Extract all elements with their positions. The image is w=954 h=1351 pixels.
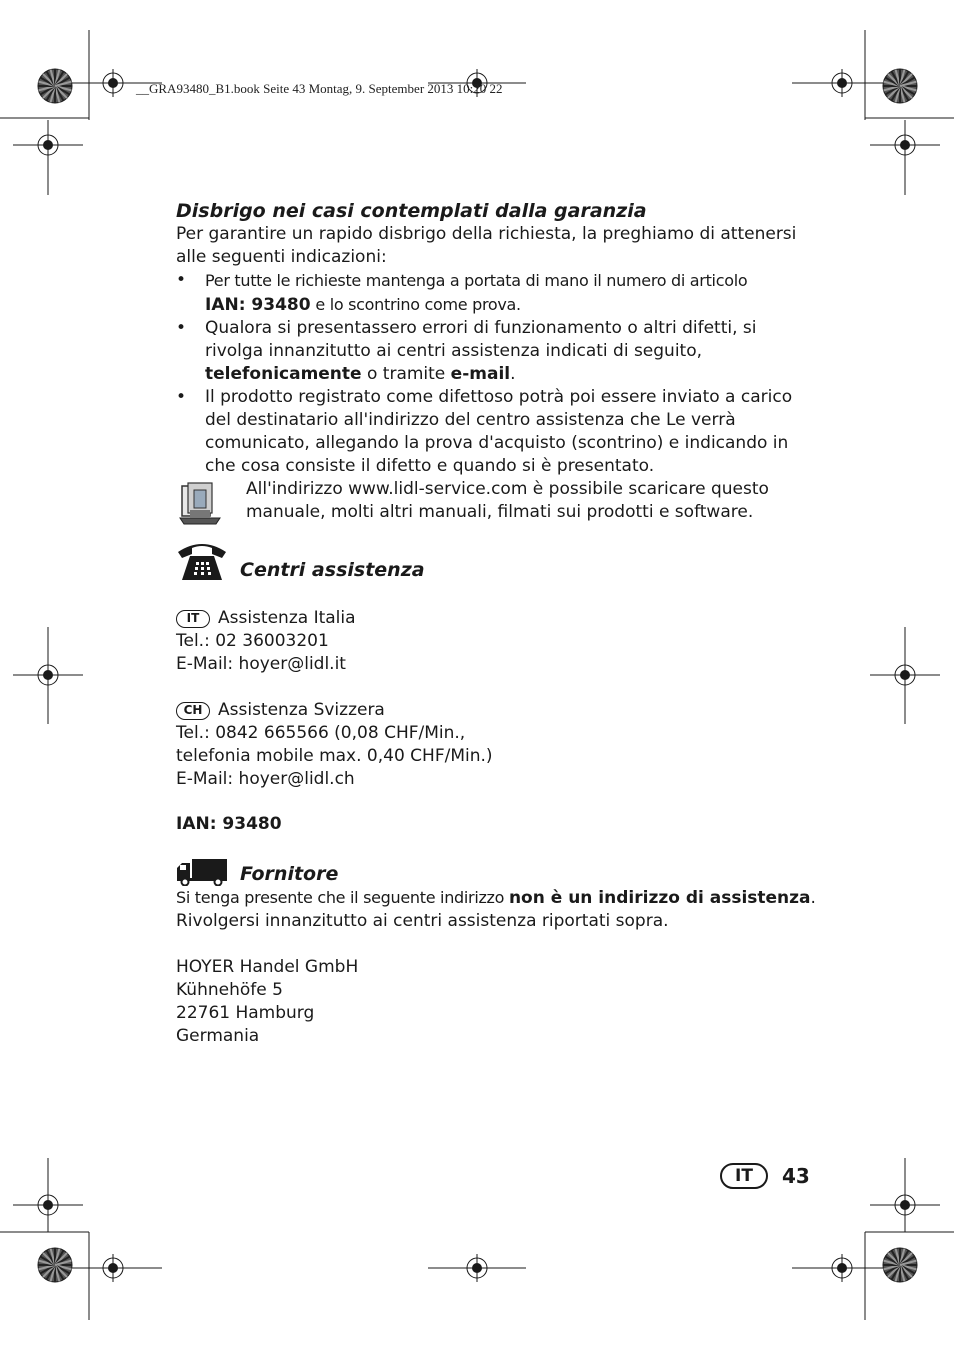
warranty-bullet-1 [176,269,816,317]
page-number: 43 [782,1164,810,1188]
web-download-row [176,478,816,528]
print-info-header: __GRA93480_B1.book Seite 43 Montag, 9. September 2013 10:20 22 [136,81,503,96]
supplier-note [176,886,816,910]
color-registration-wheel [883,69,917,103]
bullet-1-ian: IAN: 93480 [205,295,311,315]
supplier-heading-row [176,858,816,886]
service-swiss-row [176,699,816,722]
registration-target [891,1191,919,1219]
supplier-note-2: Rivolgersi innanzitutto ai centri assistenza riportati sopra. [176,911,669,931]
registration-target [891,131,919,159]
supplier-note-pre: Si tenga presente che il seguente indirizzo [176,888,509,907]
warranty-bullet-3: • Il prodotto registrato come difettoso potrà poi essere inviato a carico del destinatario all'indirizzo del centro assistenza che Le verrà comunicato, allegando la prova d'acquisto (scontrino) e indicando in che cosa consiste il difetto e quando si è presentato. [176,386,816,478]
page-content [176,200,816,1048]
registration-target [463,1254,491,1282]
bullet-2-end: . [510,364,516,384]
supplier-address-line-4: Germania [176,1026,260,1046]
ch-country-badge: CH [176,702,210,720]
service-swiss-email: E-Mail: hoyer@lidl.ch [176,769,355,789]
supplier-note-end: . [810,888,816,908]
bullet-2-email: e-mail [450,364,511,384]
service-ian: IAN: 93480 [176,814,282,834]
registration-target [34,1191,62,1219]
warranty-bullet-2 [176,317,816,386]
service-italy-tel: Tel.: 02 36003201 [176,631,329,651]
page-footer [720,1163,810,1189]
warranty-intro: Per garantire un rapido disbrigo della richiesta, la preghiamo di attenersi alle seguenti indicazioni: [176,224,797,267]
registration-target [828,69,856,97]
telephone-icon [176,538,228,582]
supplier-address-line-3: 22761 Hamburg [176,1003,315,1023]
web-download-icon [176,480,224,528]
registration-target [828,1254,856,1282]
bullet-2-mid: o tramite [361,364,451,384]
service-italy-row [176,607,816,630]
registration-target [99,1254,127,1282]
warranty-heading: Disbrigo nei casi contemplati dalla garanzia [176,200,647,222]
bullet-1-text: Per tutte le richieste mantenga a portata di mano il numero di articolo [205,271,748,290]
supplier-heading: Fornitore [240,863,339,885]
color-registration-wheel [38,69,72,103]
service-heading: Centri assistenza [240,559,425,581]
language-badge: IT [720,1163,768,1189]
registration-target [34,661,62,689]
color-registration-wheel [38,1248,72,1282]
service-swiss-tel-mobile: telefonia mobile max. 0,40 CHF/Min.) [176,746,493,766]
registration-target [99,69,127,97]
bullet-2-phone: telefonicamente [205,364,362,384]
bullet-1-tail: e lo scontrino come prova. [310,295,521,314]
it-country-badge: IT [176,610,210,628]
truck-icon [176,858,228,886]
service-swiss-name: Assistenza Svizzera [218,700,385,720]
bullet-2-text: Qualora si presentassero errori di funzionamento o altri difetti, si rivolga innanzitutto ai centri assistenza indicati di seguito, [205,318,757,361]
web-download-text: All'indirizzo www.lidl-service.com è possibile scaricare questo manuale, molti altri manuali, filmati sui prodotti e software. [246,479,769,522]
service-italy-name: Assistenza Italia [218,608,356,628]
supplier-note-bold: non è un indirizzo di assistenza [508,888,811,908]
service-italy-email: E-Mail: hoyer@lidl.it [176,654,346,674]
service-heading-row [176,538,816,582]
color-registration-wheel [883,1248,917,1282]
warranty-list [176,269,816,478]
service-swiss-tel: Tel.: 0842 665566 (0,08 CHF/Min., [176,723,466,743]
supplier-address-line-1: HOYER Handel GmbH [176,957,359,977]
supplier-address-line-2: Kühnehöfe 5 [176,980,283,1000]
registration-target [34,131,62,159]
registration-target [891,661,919,689]
